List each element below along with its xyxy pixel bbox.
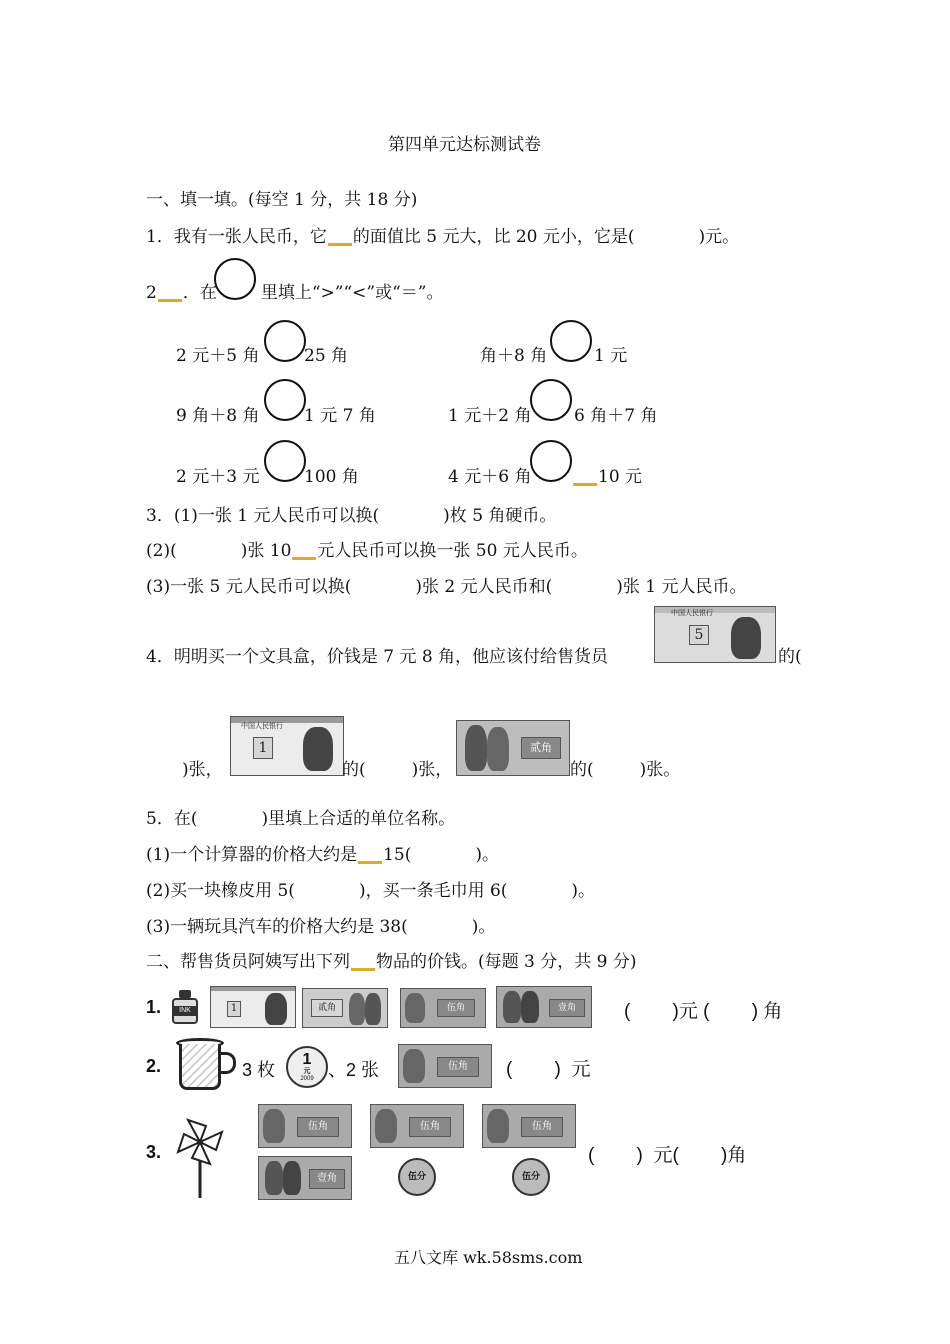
q3-p2-a: (2)( bbox=[146, 541, 177, 561]
q3-p2-c: 元人民币可以换一张 50 元人民币。 bbox=[317, 541, 588, 561]
question-4-line-1: 4．明明买一个文具盒，价钱是 7 元 8 角，他应该付给售货员 bbox=[146, 647, 609, 667]
q1-text-b: 的面值比 5 元大，比 20 元小，它是( bbox=[352, 227, 635, 247]
page-title: 第四单元达标测试卷 bbox=[388, 135, 541, 155]
item-1-answer[interactable]: ( )元 ( ) 角 bbox=[624, 1001, 783, 1022]
five-jiao-banknote-image bbox=[398, 1044, 492, 1088]
underline-mark bbox=[351, 968, 375, 971]
compare-circle[interactable] bbox=[264, 379, 306, 421]
q3-p3-a: (3)一张 5 元人民币可以换( bbox=[146, 577, 352, 597]
comparison-left: 角＋8 角 bbox=[480, 346, 548, 366]
q4-text-d: 的( bbox=[570, 760, 594, 780]
five-jiao-banknote-image bbox=[258, 1104, 352, 1148]
question-4-line-1-end: 的( bbox=[778, 647, 802, 667]
denomination-text: 伍角 bbox=[521, 1117, 563, 1137]
compare-circle[interactable] bbox=[550, 320, 592, 362]
comparison-right: 1 元 7 角 bbox=[304, 406, 376, 426]
q5-p3-b: )。 bbox=[471, 917, 496, 937]
underline-mark bbox=[158, 299, 182, 302]
ink-bottle-image bbox=[172, 990, 198, 1024]
section1-heading: 一、填一填。(每空 1 分，共 18 分) bbox=[146, 190, 418, 210]
q5-p3-a: (3)一辆玩具汽车的价格大约是 38( bbox=[146, 917, 408, 937]
denomination-text: 壹角 bbox=[309, 1169, 345, 1189]
denomination-text: 伍角 bbox=[409, 1117, 451, 1137]
denomination-text: 伍角 bbox=[297, 1117, 339, 1137]
q2-text-b: 里填上“>”“<”或“＝”。 bbox=[260, 283, 444, 303]
five-jiao-banknote-image bbox=[370, 1104, 464, 1148]
q5-intro-a: 5．在( bbox=[146, 809, 198, 829]
denomination-text: 贰角 bbox=[311, 999, 343, 1017]
compare-circle[interactable] bbox=[214, 258, 256, 300]
coin-unit: 元 bbox=[303, 1068, 311, 1075]
comparison-right: 100 角 bbox=[304, 467, 359, 487]
question-5-part-3 bbox=[146, 916, 495, 938]
question-3-part-1 bbox=[146, 505, 556, 527]
comparison-right: 6 角＋7 角 bbox=[574, 406, 658, 426]
q5-p2-c: )。 bbox=[571, 881, 596, 901]
section2-heading-a: 二、帮售货员阿姨写出下列 bbox=[146, 952, 350, 972]
question-4-line-2-d bbox=[570, 759, 680, 781]
q4-text-b: 的( bbox=[342, 760, 366, 780]
five-jiao-banknote-image bbox=[482, 1104, 576, 1148]
coin-denomination: 1 bbox=[302, 1051, 312, 1068]
question-5-intro bbox=[146, 808, 455, 830]
question-2 bbox=[146, 282, 443, 304]
one-yuan-banknote-image bbox=[230, 716, 344, 776]
comparison-right: 25 角 bbox=[304, 346, 349, 366]
q1-text-a: 1．我有一张人民币，它 bbox=[146, 227, 327, 247]
item-2-number: 2. bbox=[146, 1056, 162, 1076]
compare-circle[interactable] bbox=[264, 320, 306, 362]
question-5-part-2 bbox=[146, 880, 595, 902]
question-5-part-1 bbox=[146, 844, 499, 866]
q5-intro-b: )里填上合适的单位名称。 bbox=[261, 809, 456, 829]
compare-circle[interactable] bbox=[264, 440, 306, 482]
denomination-text: 1 bbox=[253, 737, 273, 759]
q3-p2-b: )张 10 bbox=[240, 541, 292, 561]
pinwheel-image bbox=[176, 1118, 224, 1200]
comparison-left: 2 元＋3 元 bbox=[176, 467, 260, 487]
q3-p3-c: )张 1 元人民币。 bbox=[616, 577, 747, 597]
q3-p3-b: )张 2 元人民币和( bbox=[415, 577, 553, 597]
one-jiao-banknote-image bbox=[258, 1156, 352, 1200]
one-yuan-banknote-image bbox=[210, 986, 296, 1028]
five-fen-coin-image bbox=[512, 1158, 550, 1196]
coin-count-text: 3 枚 bbox=[242, 1060, 276, 1080]
item-1-number: 1. bbox=[146, 997, 162, 1017]
footer-watermark: 五八文库 wk.58sms.com bbox=[394, 1248, 583, 1267]
comparison-right: 1 元 bbox=[594, 346, 628, 366]
question-4-line-2-a: )张， bbox=[182, 760, 223, 780]
q2-text-a: ．在 bbox=[182, 283, 217, 303]
denomination-text: 伍角 bbox=[437, 999, 475, 1017]
item-2-answer[interactable]: ( ) 元 bbox=[506, 1059, 591, 1080]
comparison-left: 4 元＋6 角 bbox=[448, 467, 532, 487]
q1-text-c: )元。 bbox=[698, 227, 740, 247]
underline-mark bbox=[573, 483, 597, 486]
q5-p1-b: 15( bbox=[383, 845, 412, 865]
comparison-right: 10 元 bbox=[598, 467, 643, 487]
coin-denomination: 伍分 bbox=[521, 1172, 540, 1182]
ink-label: INK bbox=[174, 1006, 196, 1016]
denomination-text: 伍角 bbox=[437, 1057, 479, 1077]
five-fen-coin-image bbox=[398, 1158, 436, 1196]
cup-image bbox=[176, 1038, 238, 1092]
compare-circle[interactable] bbox=[530, 440, 572, 482]
question-4-line-2-b bbox=[342, 759, 452, 781]
banknote-count-text: 、2 张 bbox=[328, 1060, 380, 1080]
bank-name-text: 中国人民银行 bbox=[241, 722, 283, 730]
compare-circle[interactable] bbox=[530, 379, 572, 421]
q5-p2-b: )，买一条毛巾用 6( bbox=[358, 881, 508, 901]
q2-num: 2 bbox=[146, 283, 157, 303]
question-3-part-2 bbox=[146, 540, 588, 562]
q5-p1-a: (1)一个计算器的价格大约是 bbox=[146, 845, 358, 865]
q4-text-c: )张， bbox=[411, 760, 453, 780]
q3-p1-b: )枚 5 角硬币。 bbox=[443, 506, 557, 526]
item-3-answer[interactable]: ( ) 元( )角 bbox=[588, 1145, 747, 1166]
five-jiao-banknote-image bbox=[400, 988, 486, 1028]
denomination-text: 贰角 bbox=[521, 737, 561, 759]
one-yuan-coin-image bbox=[286, 1046, 328, 1088]
q5-p1-c: )。 bbox=[475, 845, 499, 865]
q5-p2-a: (2)买一块橡皮用 5( bbox=[146, 881, 295, 901]
question-1 bbox=[146, 226, 739, 248]
underline-mark bbox=[292, 557, 316, 560]
comparison-left: 2 元＋5 角 bbox=[176, 346, 260, 366]
one-jiao-banknote-image bbox=[496, 986, 592, 1028]
underline-mark bbox=[358, 861, 382, 864]
denomination-text: 壹角 bbox=[549, 999, 585, 1017]
coin-year: 2009 bbox=[300, 1076, 314, 1082]
section2-heading bbox=[146, 951, 637, 973]
two-jiao-banknote-image bbox=[302, 988, 388, 1028]
coin-denomination: 伍分 bbox=[407, 1172, 426, 1182]
five-yuan-banknote-image bbox=[654, 606, 776, 663]
denomination-text: 1 bbox=[227, 1001, 241, 1017]
question-3-part-3 bbox=[146, 576, 747, 598]
comparison-left: 1 元＋2 角 bbox=[448, 406, 532, 426]
item-3-number: 3. bbox=[146, 1142, 162, 1162]
q4-text-e: )张。 bbox=[639, 760, 681, 780]
underline-mark bbox=[328, 243, 352, 246]
comparison-right-row bbox=[572, 466, 642, 488]
q3-p1-a: 3．(1)一张 1 元人民币可以换( bbox=[146, 506, 380, 526]
denomination-text: 5 bbox=[689, 625, 709, 645]
two-jiao-banknote-image bbox=[456, 720, 570, 776]
comparison-left: 9 角＋8 角 bbox=[176, 406, 260, 426]
bank-name-text: 中国人民银行 bbox=[671, 609, 713, 617]
section2-heading-b: 物品的价钱。(每题 3 分，共 9 分) bbox=[376, 952, 637, 972]
